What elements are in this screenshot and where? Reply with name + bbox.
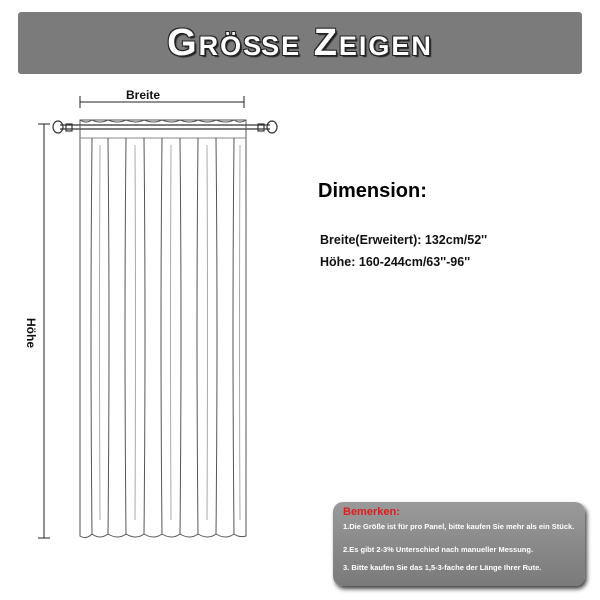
notes-title: Bemerken: bbox=[343, 506, 400, 518]
notes-box bbox=[333, 502, 585, 586]
page-title: Größe Zeigen bbox=[167, 21, 433, 64]
curtain-panel bbox=[80, 120, 246, 538]
note-item: 3. Bitte kaufen Sie das 1,5-3-fache der Länge Ihrer Rute. bbox=[343, 563, 542, 572]
width-dimension-line bbox=[80, 96, 244, 108]
width-label: Breite bbox=[126, 88, 161, 102]
height-label: Höhe bbox=[24, 318, 38, 348]
note-item: 2.Es gibt 2-3% Unterschied nach manueller Messung. bbox=[343, 545, 534, 554]
note-item: 1.Die Größe ist für pro Panel, bitte kaufen Sie mehr als ein Stück. bbox=[343, 522, 575, 531]
height-dimension-line bbox=[38, 124, 50, 538]
dimension-heading: Dimension: bbox=[318, 180, 427, 202]
width-spec: Breite(Erweitert): 132cm/52'' bbox=[320, 233, 488, 247]
curtain-rod bbox=[53, 121, 277, 133]
height-spec: Höhe: 160-244cm/63''-96'' bbox=[320, 255, 471, 269]
